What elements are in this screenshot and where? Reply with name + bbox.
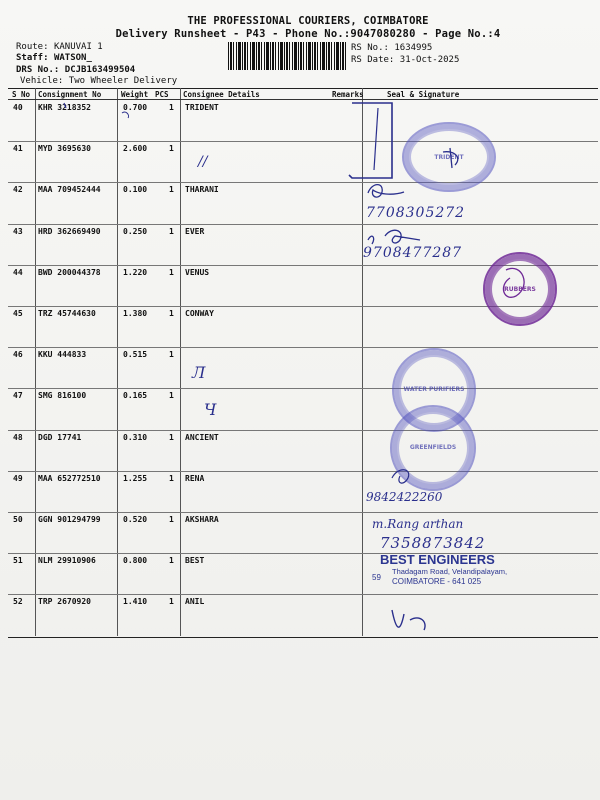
cell-weight: 0.250 — [123, 226, 148, 236]
best-engineers-stamp-address: Thadagam Road, Velandipalayam, — [392, 567, 508, 576]
cell-consignment-no: TRZ 45744630 — [38, 309, 96, 318]
staff-line: Staff: WATSON_ — [16, 53, 92, 63]
cell-sno: 40 — [13, 103, 23, 112]
runsheet-title: Delivery Runsheet - P43 - Phone No.:9047080280 - Page No.:4 — [115, 28, 501, 40]
cell-consignment-no: BWD 200044378 — [38, 267, 101, 277]
cell-pcs: 1 — [169, 556, 174, 566]
cell-sno: 52 — [13, 597, 23, 607]
handwritten-mark-row47: Ч — [204, 400, 217, 419]
cell-pcs: 1 — [169, 226, 174, 236]
cell-sno: 48 — [13, 432, 23, 442]
vehicle-line: Vehicle: Two Wheeler Delivery — [20, 76, 178, 86]
cell-pcs: 1 — [169, 515, 174, 524]
cell-pcs: 1 — [169, 185, 174, 195]
cell-weight: 0.700 — [123, 103, 148, 112]
cell-sno: 46 — [13, 350, 23, 360]
company-title: THE PROFESSIONAL COURIERS, COIMBATORE — [187, 15, 429, 27]
cell-pcs: 1 — [169, 432, 174, 442]
col-header-consignment: Consignment No — [38, 90, 102, 99]
cell-pcs: 1 — [169, 473, 174, 483]
best-engineers-stamp-city: COIMBATORE - 641 025 — [392, 577, 482, 586]
cell-consignment-no: HRD 362669490 — [38, 226, 101, 236]
col-header-seal: Seal & Signature — [387, 90, 460, 99]
cell-consignee: ANCIENT — [185, 432, 219, 442]
vehicle-value: Two Wheeler Delivery — [68, 76, 178, 86]
handwritten-mark-row41: // — [198, 154, 208, 170]
cell-weight: 1.255 — [123, 473, 148, 483]
cell-consignee: VENUS — [185, 267, 210, 277]
signature-row44 — [503, 268, 524, 297]
cell-consignee: TRIDENT — [185, 103, 219, 112]
cell-consignee: EVER — [185, 226, 205, 236]
cell-consignment-no: KHR 3218352 — [38, 103, 91, 112]
cell-consignment-no: MYD 3695630 — [38, 144, 91, 154]
cell-weight: 1.380 — [123, 309, 148, 318]
col-header-sno: S No — [12, 90, 31, 99]
cell-pcs: 1 — [169, 350, 174, 360]
cell-consignee: BEST — [185, 556, 205, 566]
staff-value: WATSON_ — [53, 53, 92, 63]
cell-weight: 0.165 — [123, 391, 148, 401]
col-header-weight: Weight — [121, 90, 149, 99]
greenfields-stamp: GREENFIELDS — [390, 405, 476, 491]
handwritten-name-row50: m.Rang arthan — [372, 517, 464, 531]
signature-row49 — [392, 470, 409, 483]
cell-weight: 0.800 — [123, 556, 148, 566]
cell-pcs: 1 — [169, 309, 174, 318]
cell-consignment-no: DGD 17741 — [38, 432, 82, 442]
cell-consignment-no: MAA 652772510 — [38, 473, 101, 483]
cell-pcs: 1 — [169, 597, 174, 607]
cell-weight: 0.515 — [123, 350, 148, 360]
rs-no-value: 1634995 — [394, 43, 433, 53]
handwritten-phone-row42: 7708305272 — [366, 205, 466, 221]
rubbers-stamp: RUBBERS — [483, 252, 557, 326]
drs-value: DCJB163499504 — [64, 65, 136, 75]
signature-row43 — [368, 230, 420, 244]
signature-row42 — [368, 185, 404, 197]
best-engineers-stamp-name: BEST ENGINEERS — [380, 552, 495, 567]
cell-sno: 49 — [13, 473, 23, 483]
cell-consignee: CONWAY — [185, 309, 214, 318]
cell-consignment-no: TRP 2670920 — [38, 597, 91, 607]
cell-pcs: 1 — [169, 103, 174, 112]
best-engineers-stamp-no: 59 — [372, 573, 381, 582]
cell-consignee: ANIL — [185, 597, 205, 607]
cell-sno: 45 — [13, 309, 23, 318]
cell-sno: 47 — [13, 391, 23, 401]
cell-consignee: RENA — [185, 473, 205, 483]
cell-weight: 1.410 — [123, 597, 148, 607]
drs-line: DRS No.: DCJB163499504 — [16, 65, 136, 75]
cell-weight: 0.310 — [123, 432, 148, 442]
cell-pcs: 1 — [169, 391, 174, 401]
handwritten-phone-row50: 7358873842 — [380, 534, 486, 552]
rs-date-line: RS Date: 31-Oct-2025 — [351, 55, 460, 65]
cell-pcs: 1 — [169, 144, 174, 154]
trident-stamp: TRIDENT — [402, 122, 496, 192]
col-header-pcs: PCS — [155, 90, 169, 99]
cell-weight: 1.220 — [123, 267, 148, 277]
cell-sno: 44 — [13, 267, 23, 277]
rs-no-line: RS No.: 1634995 — [351, 43, 433, 53]
cell-sno: 51 — [13, 556, 23, 566]
route-value: KANUVAI 1 — [53, 42, 103, 52]
cell-sno: 41 — [13, 144, 23, 154]
cell-consignment-no: KKU 444833 — [38, 350, 87, 360]
cell-weight: 2.600 — [123, 144, 148, 154]
cell-sno: 50 — [13, 515, 23, 524]
cell-consignment-no: MAA 709452444 — [38, 185, 101, 195]
signature-row40 — [443, 148, 458, 168]
cell-consignment-no: SMG 816100 — [38, 391, 87, 401]
cell-pcs: 1 — [169, 267, 174, 277]
col-header-consignee: Consignee Details — [183, 90, 260, 99]
handwritten-mark-row46: Л — [192, 363, 206, 382]
ink-mark-row40 — [122, 112, 129, 118]
cell-weight: 0.520 — [123, 515, 148, 524]
cell-consignment-no: NLM 29910906 — [38, 556, 96, 566]
cell-weight: 0.100 — [123, 185, 148, 195]
handwritten-phone-row43: 9708477287 — [363, 245, 463, 261]
cell-consignee: AKSHARA — [185, 515, 219, 524]
col-header-remarks: Remarks — [332, 90, 364, 99]
cell-sno: 42 — [13, 185, 23, 195]
rs-date-value: 31-Oct-2025 — [399, 55, 460, 65]
signature-row52 — [392, 610, 425, 630]
handwritten-phone-row49: 9842422260 — [366, 490, 443, 504]
cell-consignment-no: GGN 901294799 — [38, 515, 101, 524]
cell-consignee: THARANI — [185, 185, 219, 195]
cell-sno: 43 — [13, 226, 23, 236]
signature-bracket-row40 — [349, 103, 392, 178]
route-line: Route: KANUVAI 1 — [16, 42, 103, 52]
water-purifiers-stamp: WATER PURIFIERS — [392, 348, 476, 432]
